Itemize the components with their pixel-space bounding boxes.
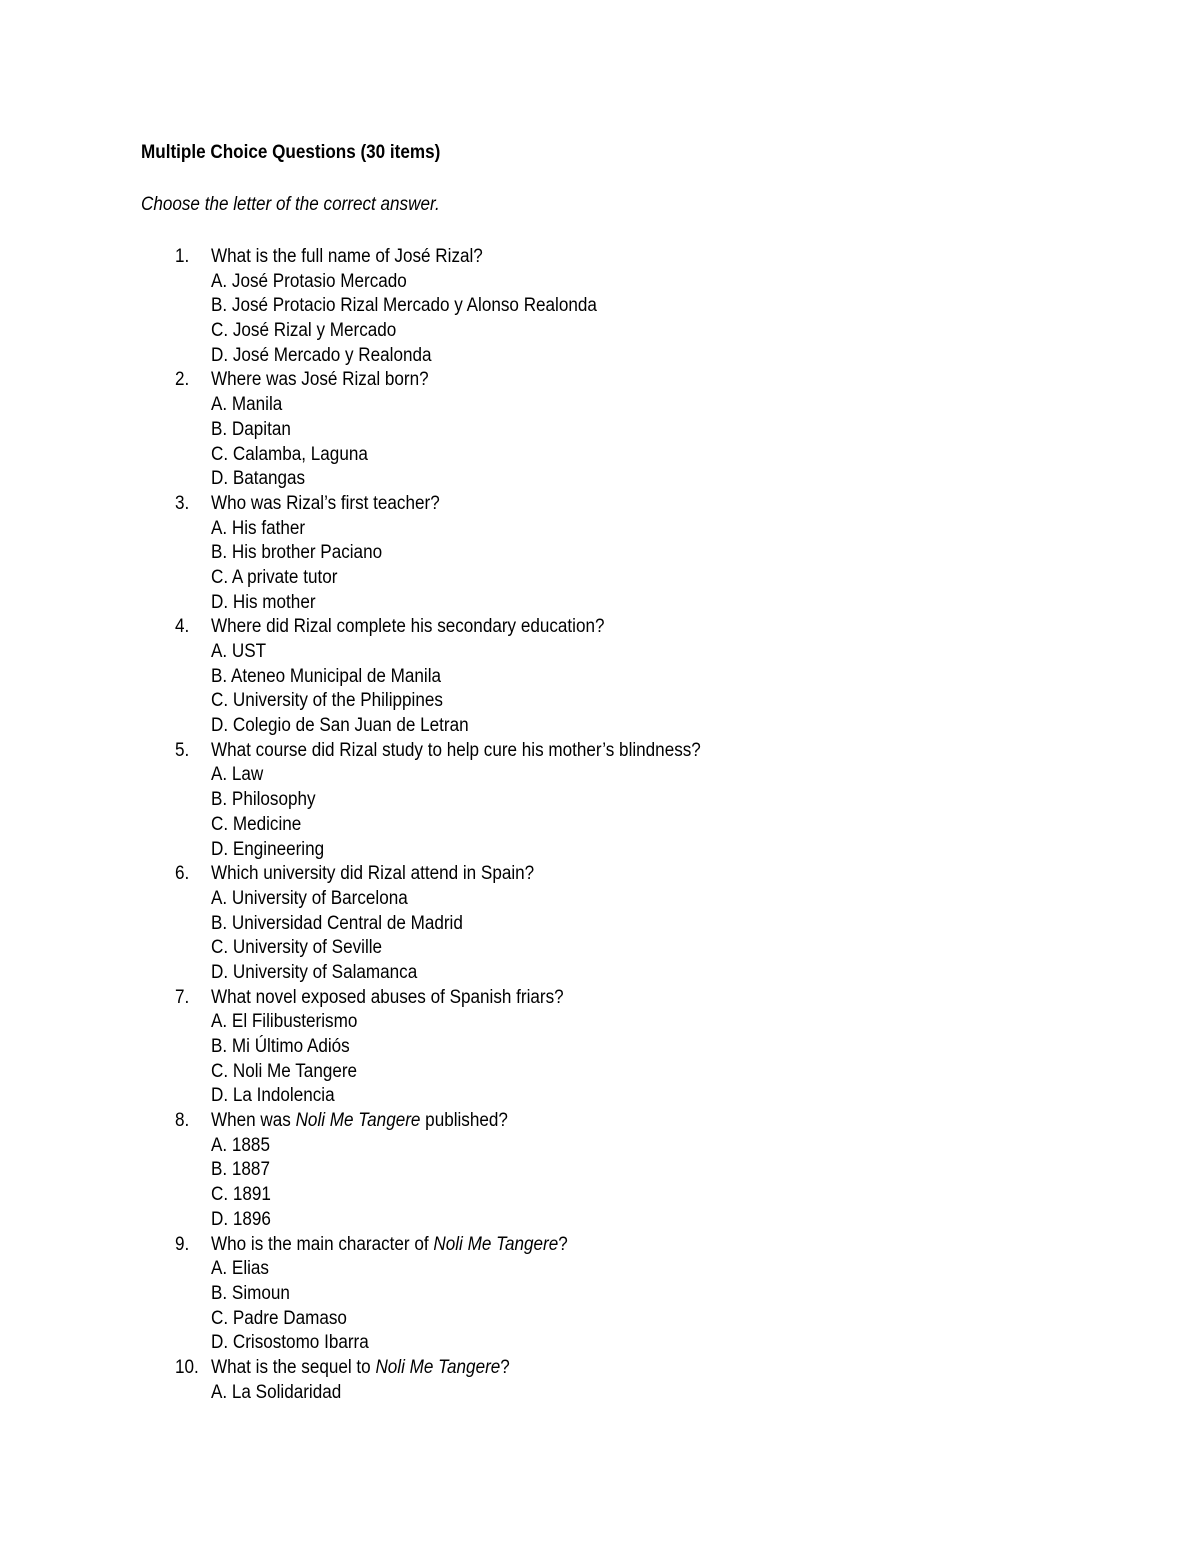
answer-option: A. UST	[211, 641, 267, 662]
novel-title: Noli Me Tangere	[433, 1233, 559, 1255]
question-number: 6.	[175, 863, 190, 885]
answer-option: A. El Filibusterismo	[211, 1011, 358, 1033]
answer-option: C. Calamba, Laguna	[211, 443, 368, 465]
question-text-before: What is the sequel to	[211, 1356, 376, 1378]
question-text-before: Who is the main character of	[211, 1233, 434, 1255]
answer-option: B. Mi Último Adiós	[211, 1036, 350, 1057]
answer-option: A. Elias	[211, 1258, 269, 1280]
answer-option: C. Medicine	[211, 813, 302, 835]
question-text: Who was Rizal’s first teacher?	[211, 492, 440, 514]
answer-option: A. Manila	[211, 394, 283, 416]
answer-option: B. José Protacio Rizal Mercado y Alonso Realonda	[211, 295, 597, 317]
question-number: 7.	[175, 986, 190, 1008]
answer-option: A. José Protasio Mercado	[211, 270, 407, 292]
answer-option: C. A private tutor	[211, 566, 338, 588]
answer-option: B. Philosophy	[211, 789, 316, 811]
question-number: 2.	[175, 369, 190, 391]
question-number: 9.	[175, 1233, 190, 1255]
answer-option: D. Colegio de San Juan de Letran	[211, 715, 469, 737]
answer-option: A. 1885	[211, 1134, 270, 1156]
question-text	[211, 1356, 510, 1381]
question-text: What is the full name of José Rizal?	[211, 246, 483, 267]
answer-option: B. Universidad Central de Madrid	[211, 912, 463, 934]
novel-title: Noli Me Tangere	[295, 1110, 421, 1132]
question-text: What course did Rizal study to help cure his mother’s blindness?	[211, 739, 701, 761]
question-text-before: When was	[211, 1110, 296, 1132]
question-text	[211, 1233, 568, 1258]
question-number: 5.	[175, 739, 190, 761]
answer-option: B. His brother Paciano	[211, 542, 383, 564]
novel-title: Noli Me Tangere	[375, 1356, 501, 1378]
answer-option: D. 1896	[211, 1208, 271, 1230]
question-text-after: ?	[500, 1356, 510, 1378]
answer-option: B. 1887	[211, 1159, 270, 1181]
question-text: What novel exposed abuses of Spanish friars?	[211, 986, 564, 1008]
answer-option: A. University of Barcelona	[211, 887, 408, 909]
question-number: 1.	[175, 246, 190, 267]
answer-option: C. University of the Philippines	[211, 690, 443, 712]
answer-option: C. José Rizal y Mercado	[211, 320, 397, 342]
answer-option: C. Padre Damaso	[211, 1307, 347, 1329]
question-text: Which university did Rizal attend in Spain?	[211, 863, 535, 885]
answer-option: D. Engineering	[211, 838, 325, 860]
answer-option: D. Crisostomo Ibarra	[211, 1332, 369, 1354]
question-text-after: published?	[420, 1110, 508, 1132]
answer-option: C. Noli Me Tangere	[211, 1060, 358, 1082]
answer-option: D. José Mercado y Realonda	[211, 344, 432, 366]
answer-option: C. University of Seville	[211, 937, 383, 959]
question-number: 10.	[175, 1356, 199, 1378]
answer-option: B. Simoun	[211, 1282, 290, 1304]
instruction-text: Choose the letter of the correct answer.	[141, 194, 440, 215]
question-text: Where did Rizal complete his secondary education?	[211, 616, 605, 638]
answer-option: B. Ateneo Municipal de Manila	[211, 665, 442, 687]
answer-option: D. La Indolencia	[211, 1085, 335, 1107]
answer-option: C. 1891	[211, 1184, 271, 1206]
answer-option: A. La Solidaridad	[211, 1381, 342, 1403]
question-text-after: ?	[558, 1233, 568, 1255]
question-text: Where was José Rizal born?	[211, 369, 429, 391]
question-number: 8.	[175, 1110, 190, 1132]
answer-option: D. University of Salamanca	[211, 961, 418, 983]
page-title: Multiple Choice Questions (30 items)	[141, 142, 441, 163]
answer-option: B. Dapitan	[211, 418, 291, 440]
question-number: 3.	[175, 492, 190, 514]
question-number: 4.	[175, 616, 190, 638]
answer-option: D. His mother	[211, 591, 316, 613]
answer-option: A. His father	[211, 517, 306, 539]
answer-option: D. Batangas	[211, 468, 306, 490]
answer-option: A. Law	[211, 764, 264, 786]
question-text	[211, 1109, 508, 1134]
